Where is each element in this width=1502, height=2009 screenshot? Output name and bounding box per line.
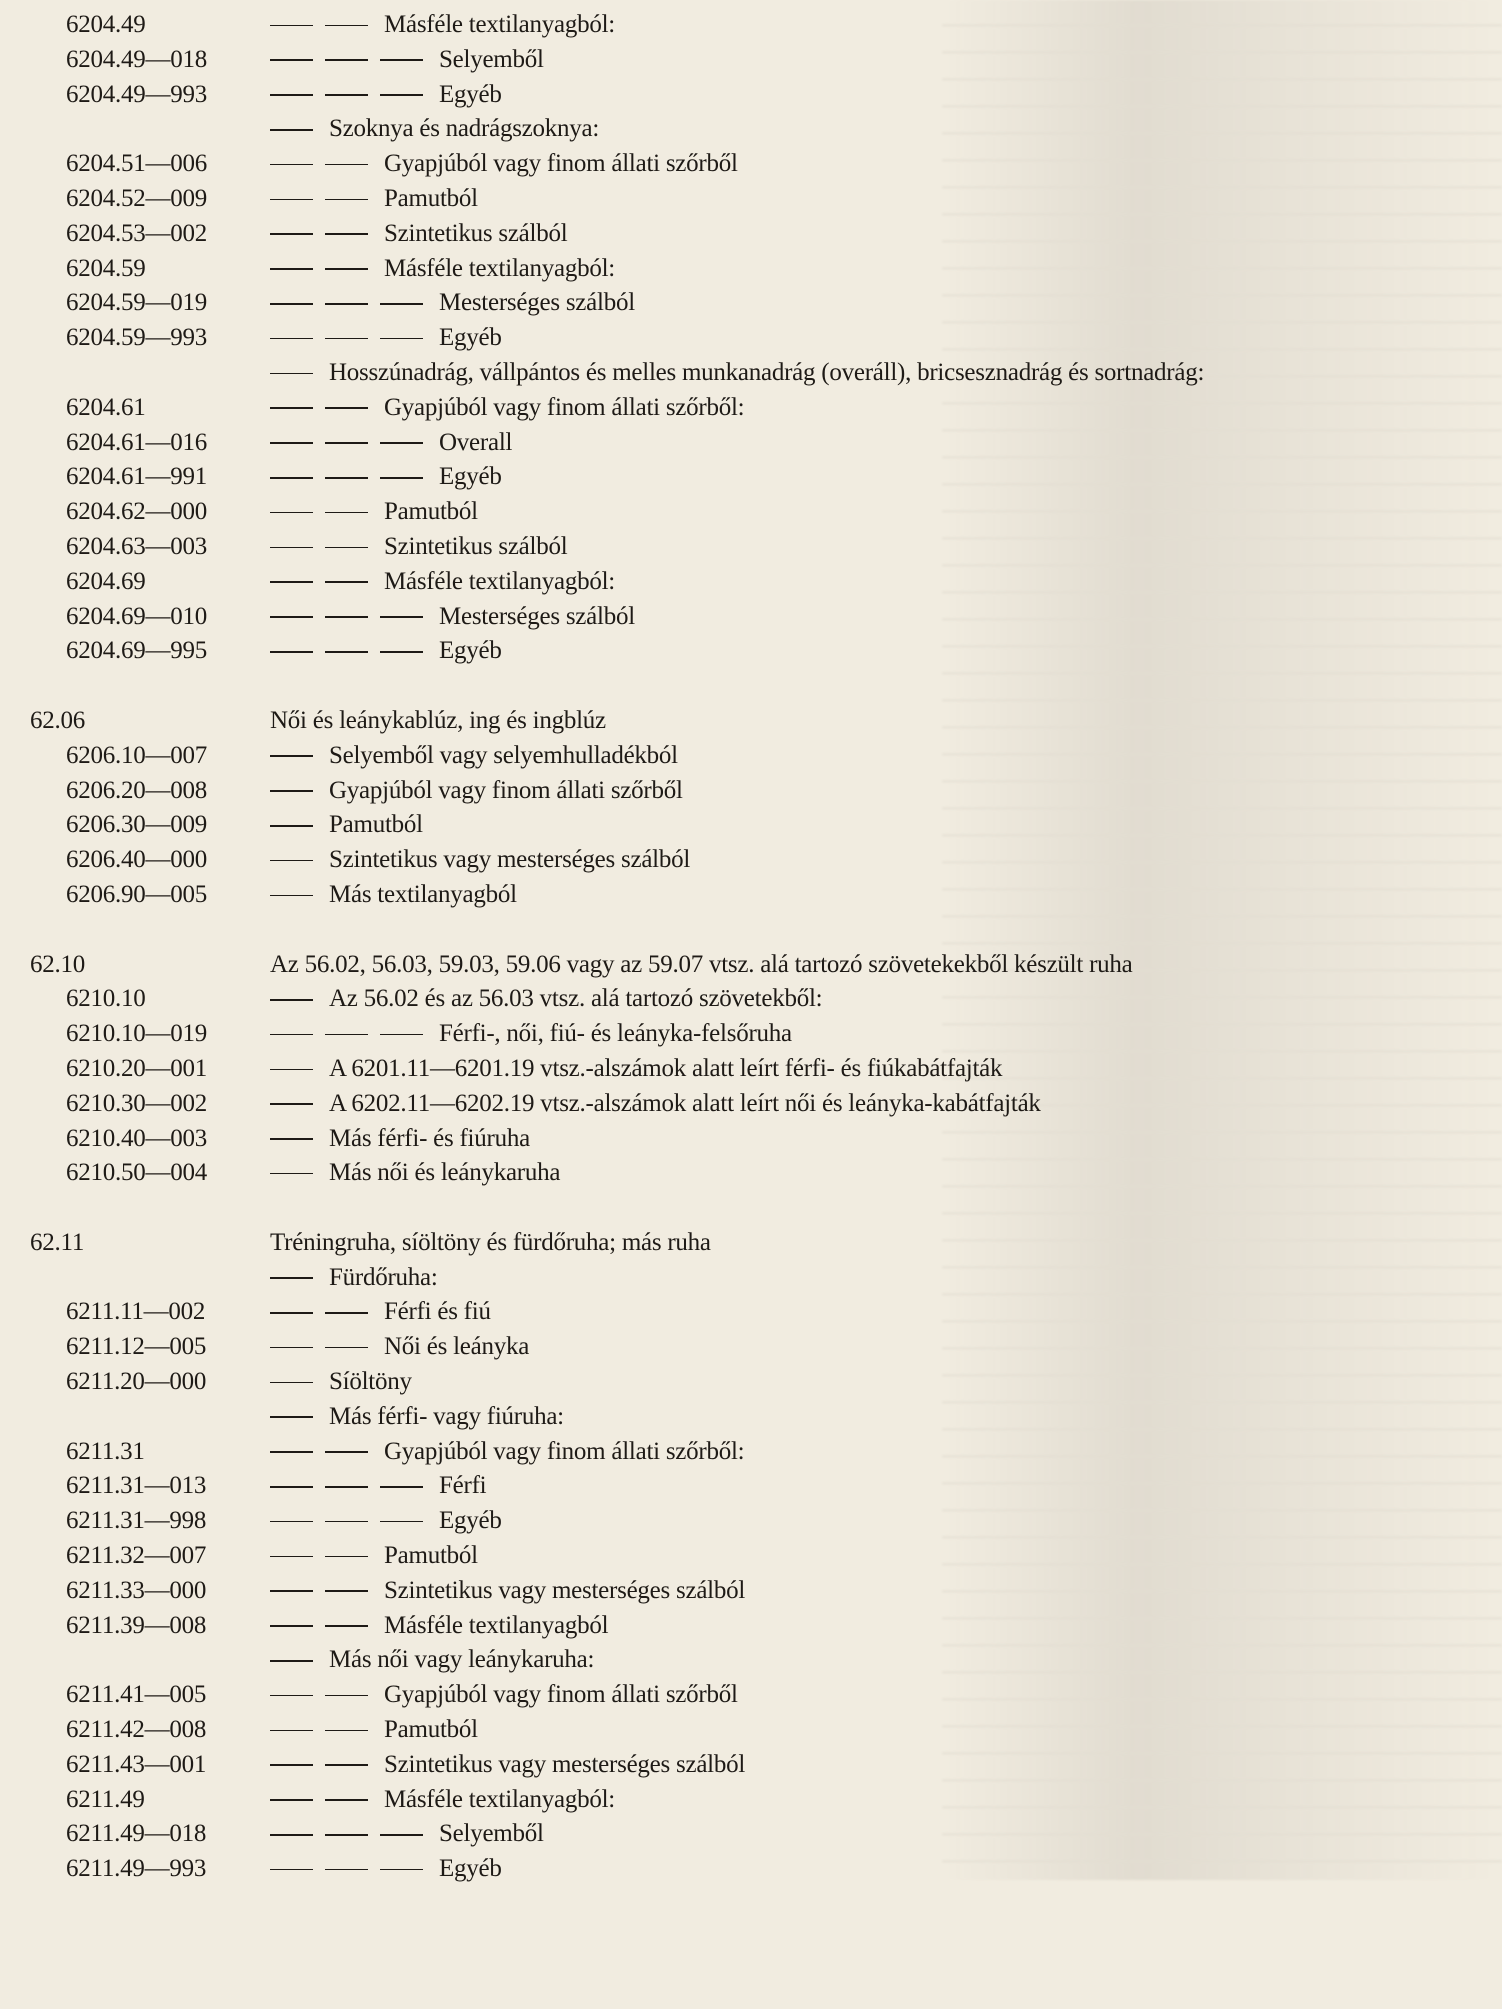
tariff-code: 6211.42—008 [66,1716,207,1744]
level-dash [380,442,423,444]
level-dash [270,860,313,862]
tariff-row [30,1400,1480,1435]
description-text: Férfi-, női, fiú- és leányka-felsőruha [439,1020,792,1048]
description-text: Másféle textilanyagból: [384,11,615,38]
level-dash [325,338,368,340]
tariff-code: 6206.10—007 [66,741,207,769]
level-dash [270,1556,313,1558]
heading-text: Női és leánykablúz, ing és ingblúz [270,706,606,734]
tariff-code: 6211.31 [66,1437,145,1465]
tariff-code: 6204.69—010 [66,602,207,630]
tariff-description [270,217,1480,252]
tariff-description [270,1504,1480,1539]
tariff-code: 6211.32—007 [66,1542,207,1570]
description-text: Másféle textilanyagból: [384,567,615,595]
level-dash [270,59,313,61]
level-dash [270,1695,313,1697]
level-dash [325,1556,368,1558]
section-gap [30,669,1480,704]
level-dash [270,1869,313,1871]
level-dash [270,442,313,444]
description-text: Más textilanyagból [329,880,517,908]
level-dash [325,1834,368,1836]
tariff-description [270,1539,1480,1574]
tariff-row [30,1365,1480,1400]
section-heading-row [30,1226,1480,1261]
tariff-description [270,356,1480,391]
tariff-description [270,1435,1480,1470]
level-dash [270,1799,313,1801]
tariff-code: 6204.53—002 [66,219,207,247]
tariff-description [270,704,1480,739]
tariff-row [30,1574,1480,1609]
level-dash [270,1347,313,1349]
tariff-row [30,982,1480,1017]
description-text: Szoknya és nadrágszoknya: [329,115,600,143]
tariff-row [30,1122,1480,1157]
level-dash [270,1521,313,1523]
tariff-row [30,1609,1480,1644]
level-dash [270,1764,313,1766]
tariff-row [30,286,1480,321]
level-dash [270,303,313,305]
level-dash [325,94,368,96]
tariff-description [270,1330,1480,1365]
tariff-description [270,739,1480,774]
tariff-row [30,1295,1480,1330]
tariff-description [270,1226,1480,1261]
tariff-description [270,78,1480,113]
tariff-row [30,1852,1480,1887]
tariff-row [30,634,1480,669]
tariff-code: 6210.30—002 [66,1089,207,1117]
description-text: Mesterséges szálból [439,289,635,317]
description-text: Más férfi- vagy fiúruha: [329,1402,564,1430]
description-text: Gyapjúból vagy finom állati szőrből: [384,393,745,421]
tariff-description [270,286,1480,321]
level-dash [380,1834,423,1836]
level-dash [325,199,368,201]
tariff-row [30,217,1480,252]
level-dash [325,581,368,583]
tariff-description [270,495,1480,530]
level-dash [270,25,313,27]
tariff-code: 6206.30—009 [66,811,207,839]
level-dash [380,338,423,340]
description-text: Egyéb [439,463,502,491]
description-text: Másféle textilanyagból: [384,1785,615,1813]
tariff-row [30,426,1480,461]
tariff-row [30,1817,1480,1852]
level-dash [380,1034,423,1036]
tariff-row [30,774,1480,809]
tariff-description [270,634,1480,669]
description-text: Fürdőruha: [329,1263,438,1291]
level-dash [325,1590,368,1592]
level-dash [325,1730,368,1732]
level-dash [325,1486,368,1488]
level-dash [270,1312,313,1314]
tariff-description [270,1295,1480,1330]
description-text: Szintetikus szálból [384,532,568,560]
tariff-code: 6204.59—993 [66,324,207,352]
tariff-row [30,43,1480,78]
tariff-row [30,600,1480,635]
level-dash [325,1695,368,1697]
tariff-description [270,1087,1480,1122]
tariff-description [270,426,1480,461]
tariff-row [30,1330,1480,1365]
tariff-row [30,1435,1480,1470]
description-text: Egyéb [439,1855,502,1883]
section-gap [30,913,1480,948]
heading-code: 62.10 [30,950,85,978]
tariff-row [30,252,1480,287]
section-heading-row [30,948,1480,983]
description-text: Gyapjúból vagy finom állati szőrből [329,776,683,804]
tariff-description [270,774,1480,809]
description-text: Az 56.02 és az 56.03 vtsz. alá tartozó szövetekből: [329,985,823,1013]
tariff-description [270,1852,1480,1887]
tariff-description [270,1365,1480,1400]
tariff-description [270,147,1480,182]
level-dash [270,1590,313,1592]
tariff-row [30,1156,1480,1191]
level-dash [380,477,423,479]
level-dash [270,268,313,270]
tariff-code: 6211.49 [66,1785,145,1813]
tariff-row [30,321,1480,356]
tariff-row [30,565,1480,600]
tariff-row [30,1469,1480,1504]
heading-text: Tréningruha, síöltöny és fürdőruha; más ruha [270,1228,711,1256]
level-dash [270,512,313,514]
tariff-description [270,1469,1480,1504]
tariff-code: 6211.12—005 [66,1333,207,1361]
level-dash [270,129,313,131]
description-text: Gyapjúból vagy finom állati szőrből: [384,1437,745,1465]
description-text: Más férfi- és fiúruha [329,1124,530,1152]
level-dash [325,1312,368,1314]
tariff-code: 6210.20—001 [66,1054,207,1082]
tariff-description [270,1817,1480,1852]
level-dash [270,1103,313,1105]
level-dash [380,94,423,96]
level-dash [325,547,368,549]
level-dash [270,999,313,1001]
description-text: Pamutból [384,1542,478,1570]
tariff-code: 6211.11—002 [66,1298,206,1326]
description-text: Selyemből vagy selyemhulladékból [329,741,678,769]
level-dash [270,164,313,166]
tariff-row [30,112,1480,147]
tariff-row [30,1643,1480,1678]
level-dash [270,1625,313,1627]
tariff-description [270,843,1480,878]
description-text: Selyemből [439,1820,544,1848]
tariff-code: 6204.49—018 [66,45,207,73]
level-dash [270,1382,313,1384]
level-dash [270,616,313,618]
tariff-description [270,1574,1480,1609]
tariff-row [30,356,1480,391]
description-text: Síöltöny [329,1368,412,1396]
level-dash [270,199,313,201]
description-text: Szintetikus vagy mesterséges szálból [329,846,691,874]
level-dash [270,581,313,583]
tariff-description [270,1748,1480,1783]
tariff-description [270,112,1480,147]
heading-code: 62.06 [30,706,85,734]
level-dash [270,1416,313,1418]
tariff-row [30,1748,1480,1783]
tariff-description [270,600,1480,635]
tariff-description [270,1609,1480,1644]
level-dash [325,1869,368,1871]
level-dash [270,1660,313,1662]
tariff-code: 6204.63—003 [66,532,207,560]
tariff-row [30,1539,1480,1574]
tariff-code-list [30,8,1480,1887]
tariff-code: 6211.31—998 [66,1507,207,1535]
level-dash [270,233,313,235]
tariff-description [270,1017,1480,1052]
tariff-description [270,1678,1480,1713]
description-text: Szintetikus vagy mesterséges szálból [384,1576,746,1604]
level-dash [270,1730,313,1732]
tariff-code: 6204.59—019 [66,289,207,317]
tariff-code: 6211.31—013 [66,1472,207,1500]
level-dash [325,442,368,444]
level-dash [270,94,313,96]
tariff-code: 6211.20—000 [66,1368,207,1396]
heading-text: Az 56.02, 56.03, 59.03, 59.06 vagy az 59.07 vtsz. alá tartozó szövetekekből készült ruha [270,950,1133,978]
tariff-row [30,1713,1480,1748]
description-text: Másféle textilanyagból [384,1611,609,1639]
tariff-description [270,1713,1480,1748]
level-dash [325,477,368,479]
tariff-row [30,878,1480,913]
level-dash [325,512,368,514]
tariff-row [30,460,1480,495]
description-text: Férfi [439,1472,487,1500]
level-dash [270,895,313,897]
tariff-code: 6204.52—009 [66,184,207,212]
level-dash [325,1521,368,1523]
level-dash [270,825,313,827]
tariff-code: 6204.59 [66,254,146,282]
description-text: Pamutból [384,184,478,212]
description-text: Másféle textilanyagból: [384,254,615,282]
tariff-row [30,78,1480,113]
tariff-code: 6211.43—001 [66,1750,207,1778]
level-dash [270,1277,313,1279]
level-dash [325,1764,368,1766]
level-dash [380,303,423,305]
description-text: Férfi és fiú [384,1298,491,1326]
level-dash [270,1173,313,1175]
level-dash [270,477,313,479]
tariff-description [270,982,1480,1017]
tariff-description [270,808,1480,843]
tariff-code: 6211.33—000 [66,1576,207,1604]
level-dash [270,651,313,653]
tariff-row [30,1052,1480,1087]
tariff-description [270,878,1480,913]
tariff-description [270,252,1480,287]
description-text: Szintetikus szálból [384,219,568,247]
tariff-code: 6210.50—004 [66,1159,207,1187]
tariff-code: 6211.39—008 [66,1611,207,1639]
level-dash [270,407,313,409]
description-text: Overall [439,428,513,456]
tariff-row [30,182,1480,217]
description-text: Pamutból [329,811,423,839]
tariff-row [30,147,1480,182]
level-dash [325,651,368,653]
description-text: Egyéb [439,80,502,108]
level-dash [270,755,313,757]
level-dash [325,268,368,270]
description-text: Női és leányka [384,1333,530,1361]
level-dash [325,1799,368,1801]
tariff-code: 6210.40—003 [66,1124,207,1152]
tariff-code: 6211.49—018 [66,1820,207,1848]
description-text: Egyéb [439,637,502,665]
tariff-row [30,843,1480,878]
tariff-row [30,1087,1480,1122]
heading-code: 62.11 [30,1228,85,1256]
level-dash [270,1069,313,1071]
tariff-row [30,391,1480,426]
description-text: Más női és leánykaruha [329,1159,561,1187]
description-text: Gyapjúból vagy finom állati szőrből [384,1681,738,1709]
tariff-row [30,1017,1480,1052]
tariff-row [30,1504,1480,1539]
tariff-code: 6211.41—005 [66,1681,207,1709]
tariff-description [270,321,1480,356]
tariff-code: 6204.49 [66,11,146,38]
level-dash [325,164,368,166]
tariff-description [270,182,1480,217]
tariff-row [30,530,1480,565]
tariff-description [270,530,1480,565]
description-text: Egyéb [439,324,502,352]
tariff-code: 6204.49—993 [66,80,207,108]
tariff-row [30,808,1480,843]
level-dash [270,1034,313,1036]
level-dash [270,338,313,340]
level-dash [325,1347,368,1349]
level-dash [270,1451,313,1453]
tariff-description [270,460,1480,495]
tariff-description [270,565,1480,600]
description-text: Gyapjúból vagy finom állati szőrből [384,150,738,178]
tariff-row [30,739,1480,774]
description-text: Egyéb [439,1507,502,1535]
level-dash [325,1625,368,1627]
tariff-code: 6204.61—991 [66,463,207,491]
description-text: Más női vagy leánykaruha: [329,1646,595,1674]
level-dash [270,547,313,549]
tariff-description [270,1261,1480,1296]
level-dash [380,1869,423,1871]
level-dash [325,233,368,235]
tariff-code: 6206.40—000 [66,846,207,874]
tariff-code: 6206.20—008 [66,776,207,804]
level-dash [325,616,368,618]
tariff-row [30,495,1480,530]
tariff-code: 6211.49—993 [66,1855,207,1883]
tariff-code: 6204.62—000 [66,498,207,526]
description-text: Pamutból [384,498,478,526]
level-dash [325,1451,368,1453]
tariff-code: 6204.69 [66,567,146,595]
level-dash [380,1486,423,1488]
description-text: Mesterséges szálból [439,602,635,630]
tariff-description [270,1156,1480,1191]
tariff-description [270,1122,1480,1157]
tariff-description [270,8,1480,43]
level-dash [380,616,423,618]
description-text: A 6202.11—6202.19 vtsz.-alszámok alatt leírt női és leányka-kabátfajták [329,1089,1041,1117]
tariff-description [270,1400,1480,1435]
level-dash [270,1486,313,1488]
tariff-description [270,948,1480,983]
tariff-description [270,43,1480,78]
level-dash [380,1521,423,1523]
level-dash [380,651,423,653]
tariff-code: 6210.10 [66,985,146,1013]
level-dash [325,303,368,305]
tariff-description [270,1783,1480,1818]
tariff-row [30,1678,1480,1713]
description-text: Hosszúnadrág, vállpántos és melles munkanadrág (overáll), bricsesznadrág és sortnadrág: [329,358,1205,386]
tariff-code: 6210.10—019 [66,1020,207,1048]
tariff-code: 6204.51—006 [66,150,207,178]
tariff-row [30,1783,1480,1818]
tariff-code: 6204.69—995 [66,637,207,665]
level-dash [325,59,368,61]
description-text: A 6201.11—6201.19 vtsz.-alszámok alatt leírt férfi- és fiúkabátfajták [329,1054,1003,1082]
level-dash [325,407,368,409]
description-text: Selyemből [439,45,544,73]
level-dash [270,1138,313,1140]
tariff-row [30,1261,1480,1296]
tariff-description [270,1052,1480,1087]
level-dash [325,1034,368,1036]
tariff-description [270,391,1480,426]
tariff-code: 6204.61—016 [66,428,207,456]
description-text: Szintetikus vagy mesterséges szálból [384,1750,746,1778]
section-gap [30,1191,1480,1226]
description-text: Pamutból [384,1716,478,1744]
tariff-code: 6204.61 [66,393,146,421]
section-heading-row [30,704,1480,739]
level-dash [270,1834,313,1836]
level-dash [270,373,313,375]
level-dash [270,790,313,792]
level-dash [325,25,368,27]
tariff-row [30,8,1480,43]
level-dash [380,59,423,61]
tariff-description [270,1643,1480,1678]
tariff-code: 6206.90—005 [66,880,207,908]
